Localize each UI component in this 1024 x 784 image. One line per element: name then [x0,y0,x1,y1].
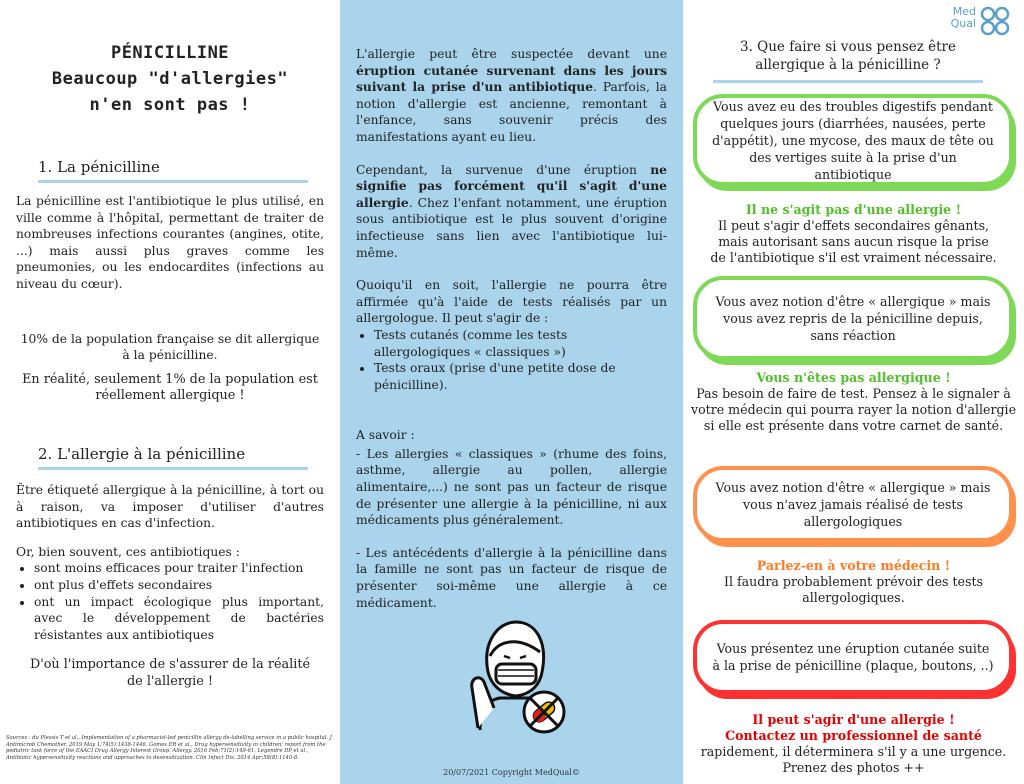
verdict-4-text: Contactez un professionnel de santé rapidement, il déterminera s'il y a une urgence. [700,728,1007,759]
suspicion-paragraph: L'allergie peut être suspectée devant une éruption cutanée survenant dans les jours suivant la prise d'un antibiotique. Parfois, la notion d'allergie est ancienne, remontant à l'enfance, sans souvenir précis des manifestations ayant eu lieu. [356,47,668,144]
left-column [0,0,340,784]
logo-text-2: Qual [950,17,976,30]
family-history-paragraph: - Les antécédents d'allergie à la pénicilline dans la famille ne sont pas un facteur de risque de présenter soi-même une allergie à ce médicament. [356,545,667,610]
section-3-title: 3. Que faire si vous pensez être allergique à la pénicilline ? [713,38,983,83]
section-2-title: 2. L'allergie à la pénicilline [38,445,308,470]
stat-declared: 10% de la population française se dit allergique à la pénicilline. [20,331,320,363]
section-1-text: La pénicilline est l'antibiotique le plus utilisé, en ville comme à l'hôpital, permettant de traiter de nombreuses infections courantes (angines, otite, ...) mais aussi plus graves comme les pneumonies, ou les endocardites (infections au niveau du cœur). [16,194,324,291]
right-column [683,0,1024,784]
conclusion: D'où l'importance de s'assurer de la réalité de l'allergie ! [29,657,311,689]
verdict-4-photos: Prenez des photos ++ [782,760,925,775]
verdict-1 [683,202,1024,266]
verdict-2-text: Pas besoin de faire de test. Pensez à le signaler à votre médecin qui pourra rayer la notion d'allergie si elle est présente dans votre carnet de santé. [690,386,1017,433]
tests-list [356,327,667,393]
verdict-4 [683,712,1024,776]
verdict-4-contact: Contactez un professionnel de santé [725,728,982,743]
verdict-2 [683,370,1024,434]
stat-real: En réalité, seulement 1% de la population est réellement allergique ! [22,371,318,404]
verdict-3-title: Parlez-en à votre médecin ! [756,558,951,573]
copyright-footer: 20/07/2021 Copyright MedQual© [443,768,580,777]
section-1-title: 1. La pénicilline [38,158,308,183]
classic-allergies-paragraph: - Les allergies « classiques » (rhume des foins, asthme, allergie au pollen, allergie alimentaire,...) ne sont pas un facteur de risque de présenter une allergie à la pénicilline, ni aux médicaments plus généralement. [356,446,667,528]
middle-column [340,0,683,784]
verdict-3-text: Il faudra probablement prévoir des tests allergologiques. [724,574,983,605]
title-line-2: Beaucoup "d'allergies" [51,69,289,89]
list-item: • Tests oraux (prise d'une petite dose de pénicilline). [374,360,667,393]
eruption-paragraph: Cependant, la survenue d'une éruption ne signifie pas forcément qu'il s'agit d'une allergie. Chez l'enfant notamment, une éruption sous antibiotique est le plus souvent d'origine infectieuse sans lien avec l'antibiotique lui-même. [356,161,667,260]
case-digestive-card [693,94,1013,186]
verdict-2-title: Vous n'êtes pas allergique ! [756,370,951,385]
tests-paragraph: Quoiqu'il en soit, l'allergie ne pourra être affirmée qu'à l'aide de tests réalisés par un allergologue. Il peut s'agir de : [356,278,667,326]
case-retaken-card [693,276,1013,360]
list-item: • ont un impact écologique plus important, avec le développement de bactéries résistantes aux antibiotiques [34,594,324,644]
allergy-person-illustration [458,612,568,738]
logo-text-1: Med [952,5,976,18]
case-retaken-text: Vous avez notion d'être « allergique » mais vous avez repris de la pénicilline depuis, sans réaction [715,293,991,343]
medqual-logo [932,4,1012,40]
list-item: • Tests cutanés (comme les tests allergologiques « classiques ») [374,327,667,360]
section-2-text: Être étiqueté allergique à la pénicilline, à tort ou à raison, va imposer d'utiliser d'autres antibiotiques en cas d'infection. [16,482,324,531]
a-savoir-heading: A savoir : [356,428,415,443]
verdict-1-text: Il peut s'agir d'effets secondaires gênants, mais autorisant sans aucun risque la prise de l'antibiotique s'il est vraiment nécessaire. [710,218,997,265]
case-untested-text: Vous avez notion d'être « allergique » mais vous n'avez jamais réalisé de tests allergologiques [715,479,991,529]
section-2-text-2: Or, bien souvent, ces antibiotiques : [16,544,240,559]
case-untested-card [693,466,1013,542]
case-eruption-text: Vous présentez une éruption cutanée suite à la prise de pénicilline (plaque, boutons, ..) [712,641,994,673]
verdict-3 [683,558,1024,606]
drawbacks-list [16,560,324,643]
title-line-1: PÉNICILLINE [110,43,230,63]
sources: Sources : du Plessis T et al., Implementation of a pharmacist-led penicillin allergy de-labelling service in a public hospital. J Antimicrob Chemother. 2019 May 1;74(5):1438-1446. Gomes ER et al., Drug hypersensitivity in children: report from the pediatric task force of the EAACI Drug Allergy Interest Group. Allergy. 2016 Feb;71(2):149-61. Legendre DP et al., Antibiotic hypersensitivity reactions and approaches to desensitization. Clin Infect Dis. 2014 Apr;58(8):1140-8. [6,735,332,761]
list-item: • sont moins efficaces pour traiter l'infection [34,560,324,577]
main-title [16,40,324,118]
logo-icon [980,6,1010,36]
list-item: • ont plus d'effets secondaires [34,577,324,594]
title-line-3: n'en sont pas ! [89,95,251,115]
case-digestive-text: Vous avez eu des troubles digestifs pendant quelques jours (diarrhées, nausées, perte d'appétit), une mycose, des maux de tête ou des vertiges suite à la prise d'un antibiotique [712,98,994,182]
case-eruption-card [693,620,1013,694]
verdict-4-title: Il peut s'agir d'une allergie ! [752,712,955,727]
verdict-1-title: Il ne s'agit pas d'une allergie ! [745,202,962,217]
